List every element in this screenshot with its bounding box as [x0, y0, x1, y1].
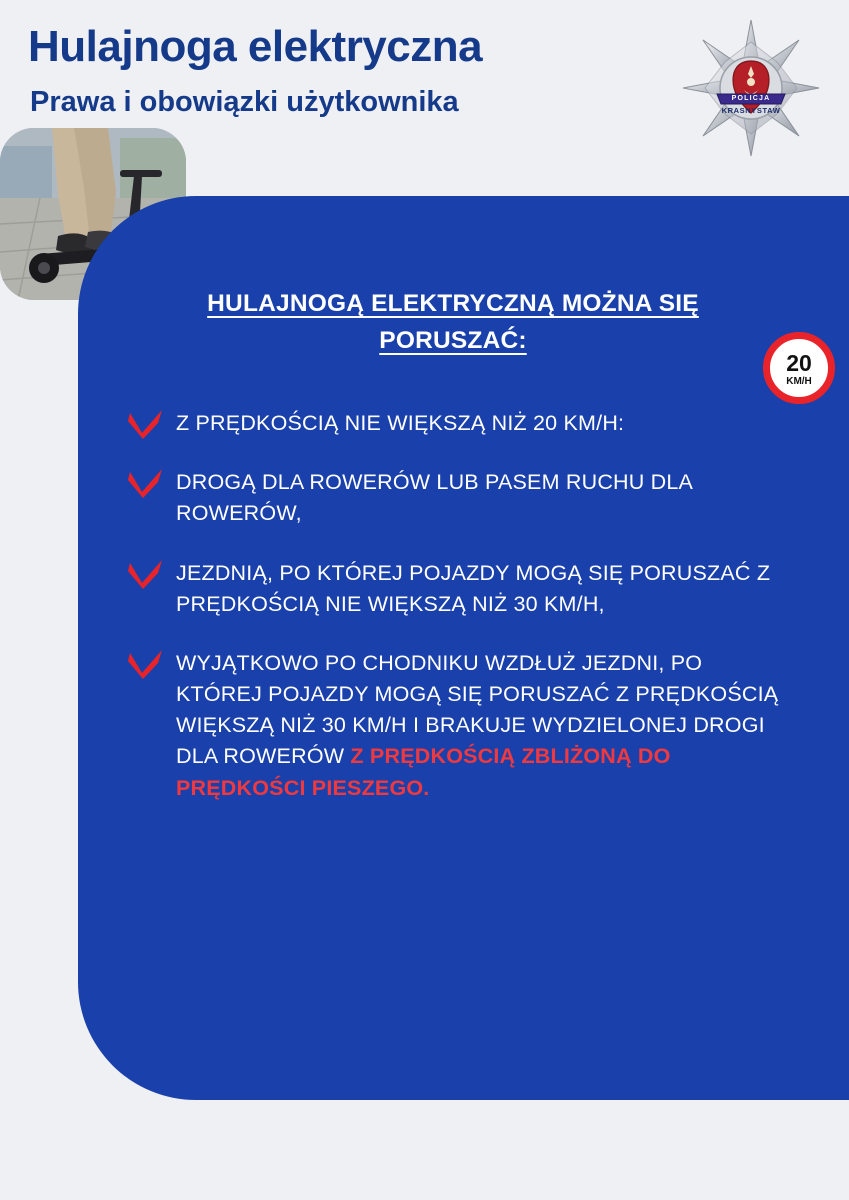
rules-list — [128, 408, 788, 804]
checkmark-icon — [128, 409, 168, 439]
list-item — [128, 558, 788, 620]
list-item-text: Z PRĘDKOŚCIĄ NIE WIĘKSZĄ NIŻ 20 KM/H: — [176, 411, 625, 435]
speed-limit-sign-icon — [763, 332, 835, 404]
list-item — [128, 648, 788, 804]
checkmark-icon — [128, 559, 168, 589]
list-item-text: WYJĄTKOWO PO CHODNIKU WZDŁUŻ JEZDNI, PO KTÓREJ POJAZDY MOGĄ SIĘ PORUSZAĆ Z PRĘDKOŚCIĄ WIĘKSZĄ NIŻ 30 KM/H I BRAKUJE WYDZIELONEJ DROGI DLA ROWERÓW — [176, 650, 779, 769]
info-panel — [78, 196, 849, 1100]
checkmark-icon — [128, 649, 168, 679]
list-item — [128, 408, 788, 439]
panel-heading: HULAJNOGĄ ELEKTRYCZNĄ MOŻNA SIĘ PORUSZAĆ: — [207, 290, 699, 354]
page-subtitle: Prawa i obowiązki użytkownika — [30, 86, 459, 118]
badge-top-text: POLICJA — [731, 95, 771, 102]
list-item-text: DROGĄ DLA ROWERÓW LUB PASEM RUCHU DLA ROWERÓW, — [176, 470, 692, 526]
checkmark-icon — [128, 468, 168, 498]
page-title: Hulajnoga elektryczna — [28, 22, 483, 71]
list-item-highlight: Z PRĘDKOŚCIĄ ZBLIŻONĄ DO PRĘDKOŚCI PIESZEGO. — [176, 744, 671, 800]
speed-limit-value: 20 — [786, 349, 812, 376]
badge-bottom-text: KRASNYSTAW — [721, 106, 781, 115]
speed-limit-unit: KM/H — [786, 375, 812, 387]
policja-badge-icon — [681, 18, 821, 158]
list-item-text: JEZDNIĄ, PO KTÓREJ POJAZDY MOGĄ SIĘ PORUSZAĆ Z PRĘDKOŚCIĄ NIE WIĘKSZĄ NIŻ 30 KM/H, — [176, 560, 771, 616]
list-item — [128, 467, 788, 529]
